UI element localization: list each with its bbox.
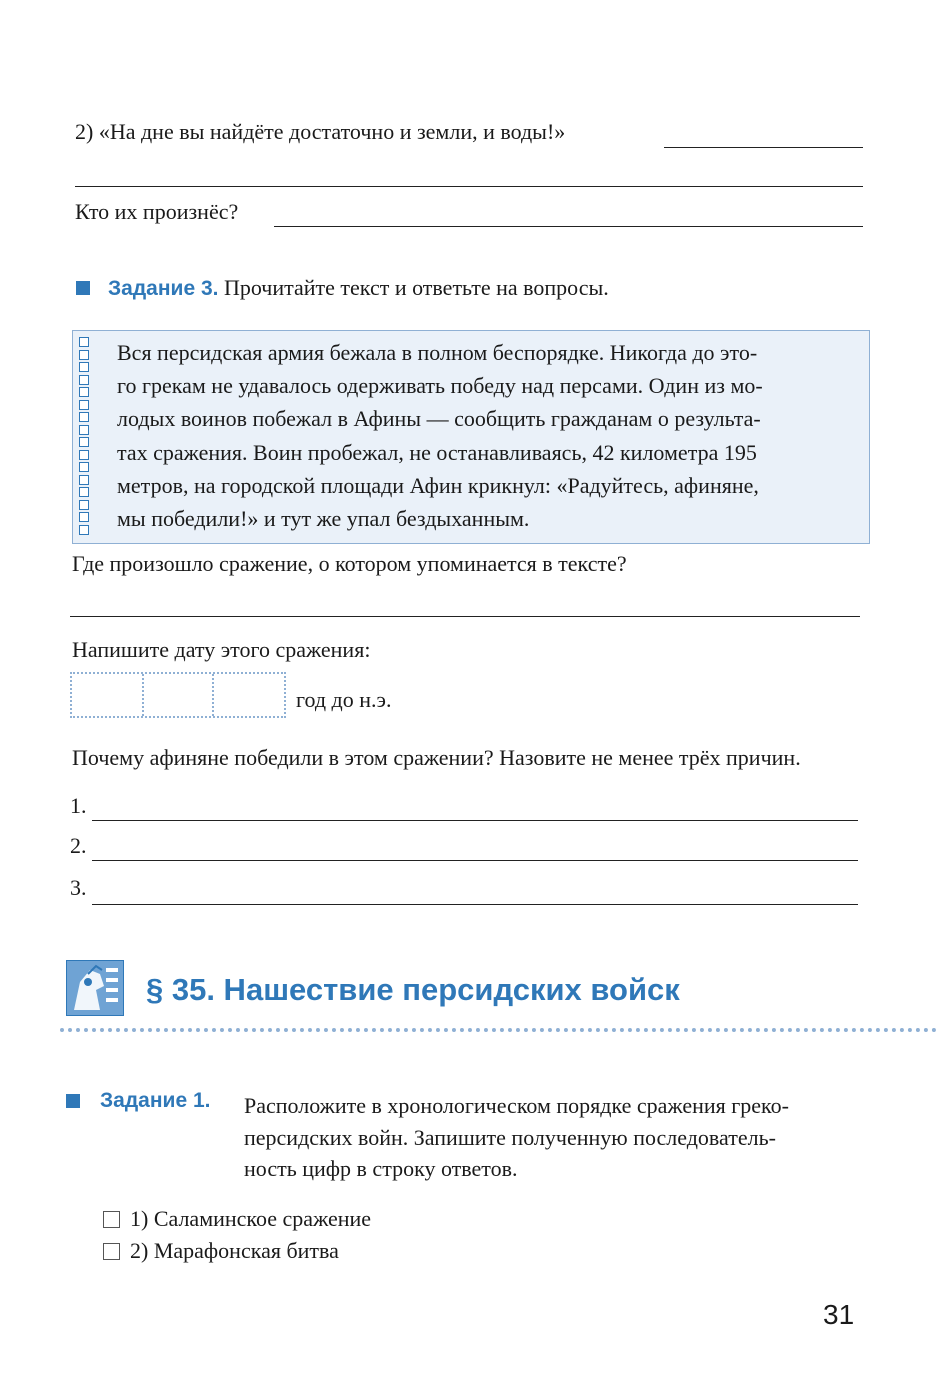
date-suffix: год до н.э. (296, 687, 392, 712)
question-why: Почему афиняне победили в этом сражении? Назовите не менее трёх причин. (72, 745, 801, 770)
passage-line: тах сражения. Воин пробежал, не останавливаясь, 42 километра 195 (117, 440, 757, 465)
section-title: § 35. Нашествие персидских войск (146, 972, 680, 1007)
quote-2-answer-line[interactable] (664, 147, 863, 148)
answer-line-2[interactable] (92, 860, 858, 861)
task-1-instruction-line: Расположите в хронологическом порядке сражения греко- (244, 1093, 789, 1118)
option-1-checkbox[interactable] (103, 1211, 120, 1228)
question-where: Где произошло сражение, о котором упоминается в тексте? (72, 551, 627, 576)
passage-line: го грекам не удавалось одерживать победу над персами. Один из мо- (117, 373, 763, 398)
who-said-answer-line[interactable] (274, 226, 863, 227)
passage-decoration-strip (79, 337, 91, 535)
task-1-label: Задание 1. (100, 1089, 211, 1112)
answer-line-3[interactable] (92, 904, 858, 905)
task-3-heading (108, 274, 609, 303)
date-answer-cells[interactable] (70, 672, 286, 718)
task-3-instruction: Прочитайте текст и ответьте на вопросы. (223, 275, 609, 300)
passage-line: Вся персидская армия бежала в полном беспорядке. Никогда до это- (117, 340, 758, 365)
reading-passage-box (72, 330, 870, 544)
passage-line: лодых воинов побежал в Афины — сообщить гражданам о результа- (117, 406, 761, 431)
quote-2-text: 2) «На дне вы найдёте достаточно и земли, и воды!» (75, 119, 566, 144)
answer-number-3: 3. (70, 875, 87, 900)
option-1-label: 1) Саламинское сражение (130, 1206, 372, 1231)
task-1-instruction-line: ность цифр в строку ответов. (244, 1156, 518, 1181)
question-date: Напишите дату этого сражения: (72, 637, 371, 662)
section-divider (60, 1028, 937, 1032)
option-2-checkbox[interactable] (103, 1243, 120, 1260)
task-1-marker-icon (66, 1094, 80, 1108)
answer-line-1[interactable] (92, 820, 858, 821)
passage-line: мы победили!» и тут же упал бездыханным. (117, 506, 530, 531)
page-number: 31 (823, 1299, 855, 1330)
task-1-label-wrap (100, 1086, 210, 1115)
answer-number-1: 1. (70, 793, 87, 818)
warrior-illustration-icon (66, 960, 124, 1016)
answer-number-2: 2. (70, 833, 87, 858)
task-1-instruction-line: персидских войн. Запишите полученную последователь- (244, 1125, 776, 1150)
question-where-answer-line[interactable] (70, 616, 860, 617)
option-2-label: 2) Марафонская битва (130, 1238, 339, 1263)
who-said-label: Кто их произнёс? (75, 199, 239, 224)
task-3-label: Задание 3. (108, 277, 219, 300)
passage-line: метров, на городской площади Афин крикнул: «Радуйтесь, афиняне, (117, 473, 759, 498)
quote-2-answer-line-2[interactable] (75, 186, 863, 187)
task-3-marker-icon (76, 281, 90, 295)
